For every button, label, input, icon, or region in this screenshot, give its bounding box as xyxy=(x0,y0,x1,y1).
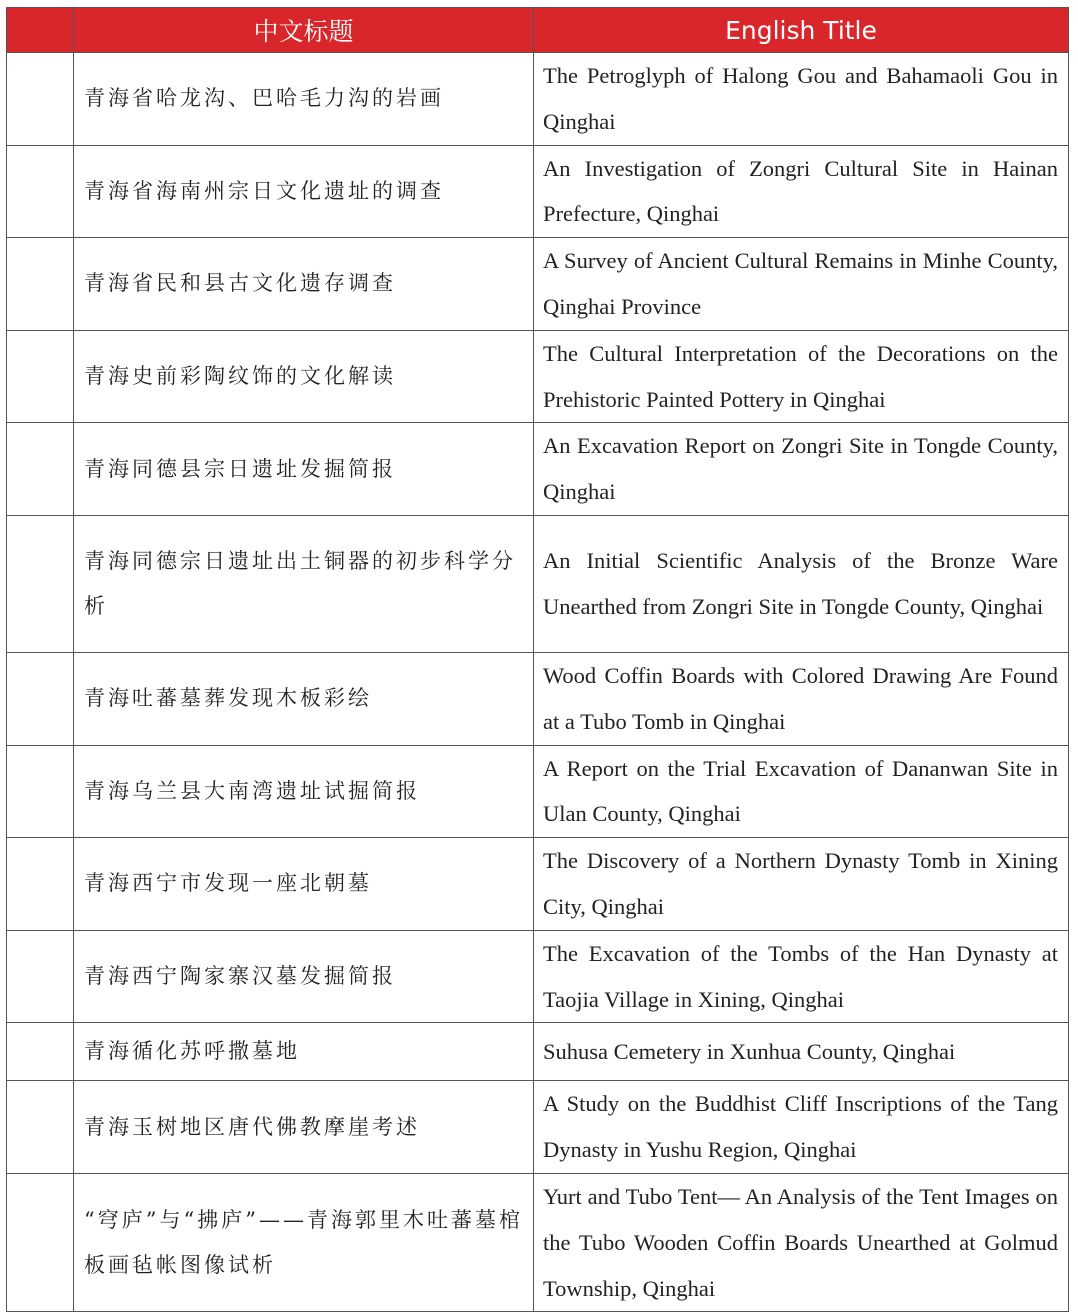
row-index-cell xyxy=(7,330,74,423)
table-row xyxy=(7,1023,1069,1081)
table-row xyxy=(7,330,1069,423)
table-row xyxy=(7,53,1069,146)
chinese-title-cell: 青海省海南州宗日文化遗址的调查 xyxy=(74,145,534,238)
header-chinese-title: 中文标题 xyxy=(74,8,534,53)
table-row xyxy=(7,238,1069,331)
english-title-cell: The Excavation of the Tombs of the Han Dynasty at Taojia Village in Xining, Qinghai xyxy=(534,930,1069,1023)
table-row xyxy=(7,745,1069,838)
table-row xyxy=(7,838,1069,931)
english-title-cell: Yurt and Tubo Tent— An Analysis of the Tent Images on the Tubo Wooden Coffin Boards Unearthed at Golmud Township, Qinghai xyxy=(534,1173,1069,1311)
table-row xyxy=(7,423,1069,516)
table-row xyxy=(7,1173,1069,1311)
row-index-cell xyxy=(7,652,74,745)
chinese-title-cell: 青海同德宗日遗址出土铜器的初步科学分析 xyxy=(74,515,534,652)
row-index-cell xyxy=(7,53,74,146)
english-title-cell: Wood Coffin Boards with Colored Drawing Are Found at a Tubo Tomb in Qinghai xyxy=(534,652,1069,745)
table-row xyxy=(7,652,1069,745)
row-index-cell xyxy=(7,515,74,652)
row-index-cell xyxy=(7,1023,74,1081)
chinese-title-cell: 青海西宁陶家寨汉墓发掘简报 xyxy=(74,930,534,1023)
row-index-cell xyxy=(7,1173,74,1311)
header-row xyxy=(7,8,1069,53)
english-title-cell: A Survey of Ancient Cultural Remains in Minhe County, Qinghai Province xyxy=(534,238,1069,331)
chinese-title-cell: 青海玉树地区唐代佛教摩崖考述 xyxy=(74,1081,534,1174)
chinese-title-cell: “穹庐”与“拂庐”——青海郭里木吐蕃墓棺板画毡帐图像试析 xyxy=(74,1173,534,1311)
chinese-title-cell: 青海同德县宗日遗址发掘简报 xyxy=(74,423,534,516)
chinese-title-cell: 青海省民和县古文化遗存调查 xyxy=(74,238,534,331)
row-index-cell xyxy=(7,1081,74,1174)
english-title-cell: An Investigation of Zongri Cultural Site in Hainan Prefecture, Qinghai xyxy=(534,145,1069,238)
table-row xyxy=(7,930,1069,1023)
english-title-cell: An Excavation Report on Zongri Site in Tongde County, Qinghai xyxy=(534,423,1069,516)
header-blank-cell xyxy=(7,8,74,53)
table-row xyxy=(7,515,1069,652)
english-title-cell: The Cultural Interpretation of the Decorations on the Prehistoric Painted Pottery in Qinghai xyxy=(534,330,1069,423)
english-title-cell: The Petroglyph of Halong Gou and Bahamaoli Gou in Qinghai xyxy=(534,53,1069,146)
titles-table xyxy=(6,7,1069,1312)
chinese-title-cell: 青海吐蕃墓葬发现木板彩绘 xyxy=(74,652,534,745)
chinese-title-cell: 青海乌兰县大南湾遗址试掘简报 xyxy=(74,745,534,838)
chinese-title-cell: 青海省哈龙沟、巴哈毛力沟的岩画 xyxy=(74,53,534,146)
row-index-cell xyxy=(7,930,74,1023)
english-title-cell: An Initial Scientific Analysis of the Bronze Ware Unearthed from Zongri Site in Tongde County, Qinghai xyxy=(534,515,1069,652)
header-english-title: English Title xyxy=(534,8,1069,53)
row-index-cell xyxy=(7,238,74,331)
english-title-cell: The Discovery of a Northern Dynasty Tomb in Xining City, Qinghai xyxy=(534,838,1069,931)
chinese-title-cell: 青海循化苏呼撒墓地 xyxy=(74,1023,534,1081)
row-index-cell xyxy=(7,745,74,838)
english-title-cell: A Report on the Trial Excavation of Dananwan Site in Ulan County, Qinghai xyxy=(534,745,1069,838)
row-index-cell xyxy=(7,423,74,516)
english-title-cell: A Study on the Buddhist Cliff Inscriptions of the Tang Dynasty in Yushu Region, Qinghai xyxy=(534,1081,1069,1174)
row-index-cell xyxy=(7,838,74,931)
chinese-title-cell: 青海西宁市发现一座北朝墓 xyxy=(74,838,534,931)
english-title-cell: Suhusa Cemetery in Xunhua County, Qinghai xyxy=(534,1023,1069,1081)
row-index-cell xyxy=(7,145,74,238)
chinese-title-cell: 青海史前彩陶纹饰的文化解读 xyxy=(74,330,534,423)
table-row xyxy=(7,1081,1069,1174)
table-row xyxy=(7,145,1069,238)
